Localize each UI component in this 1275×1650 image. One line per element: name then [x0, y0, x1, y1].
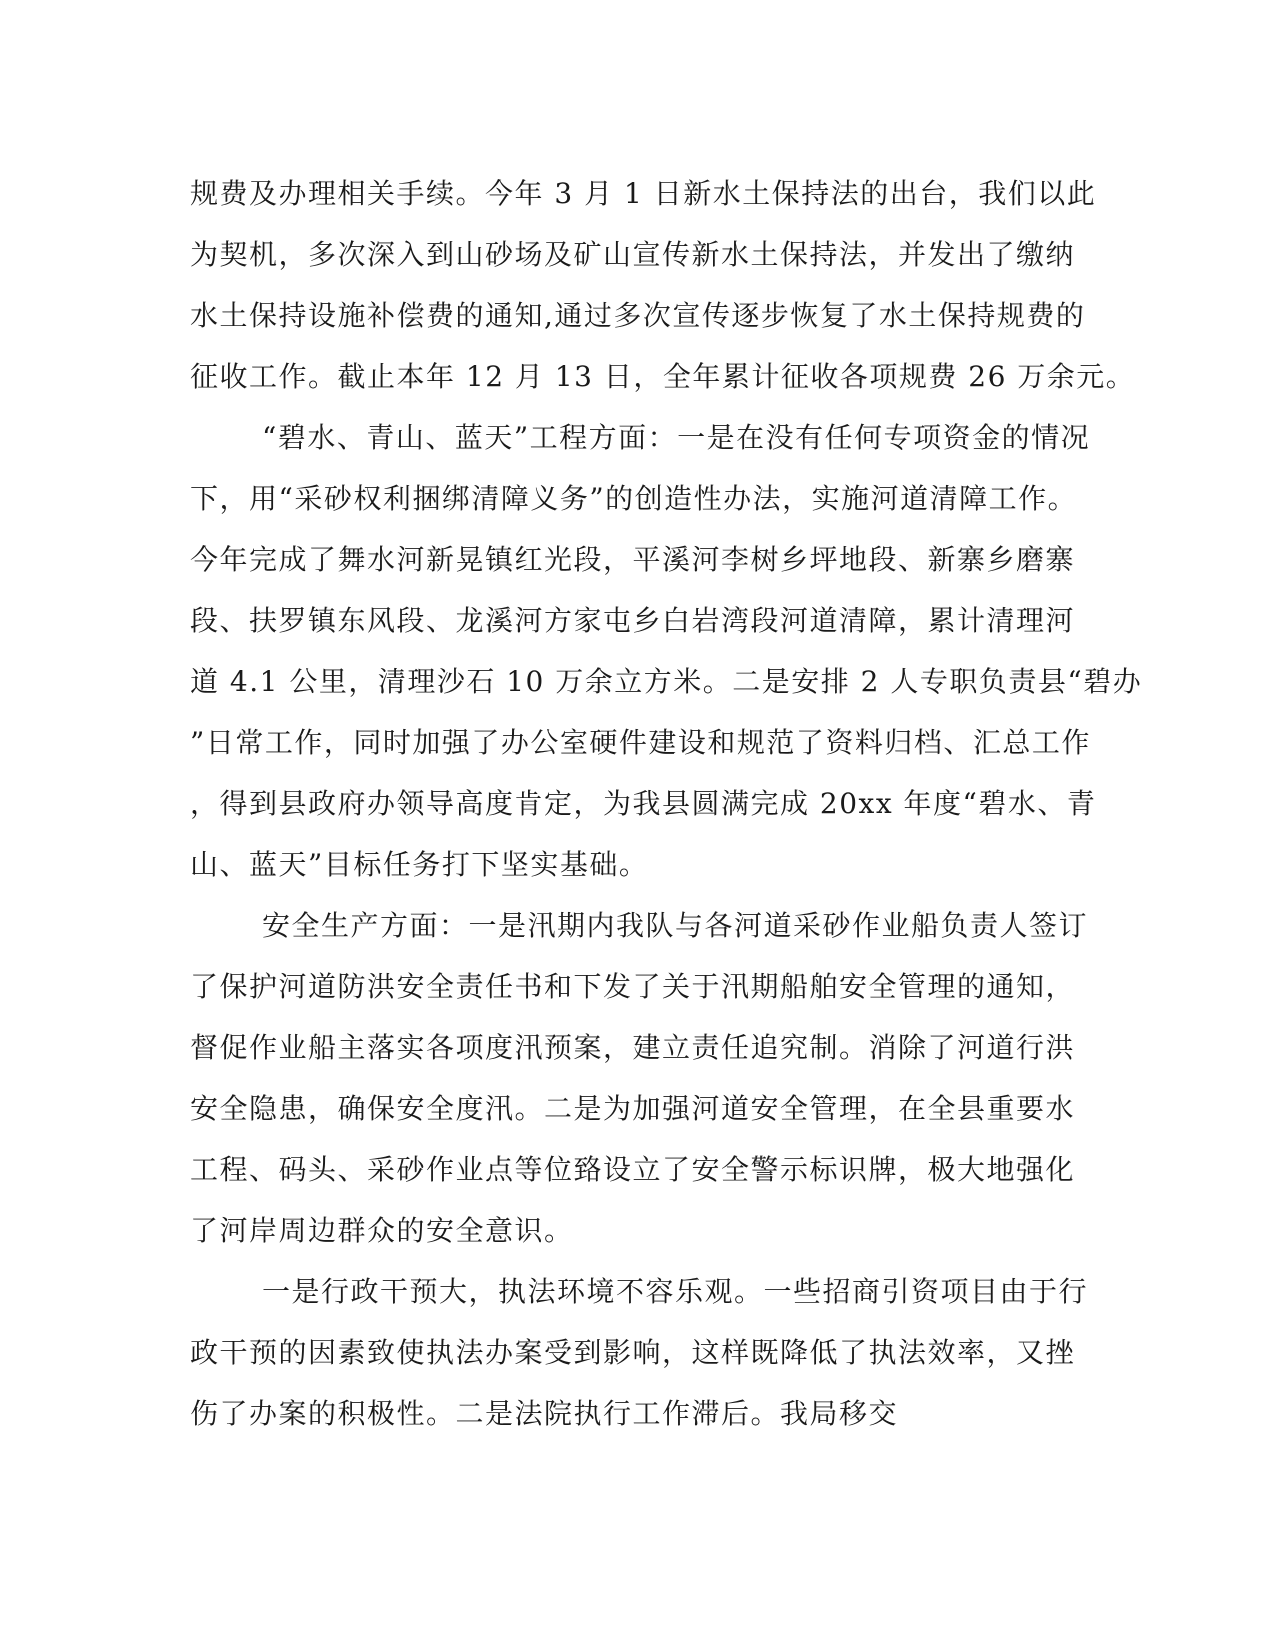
text-line: 道 4.1 公里，清理沙石 10 万余立方米。二是安排 2 人专职负责县“碧办	[190, 665, 1143, 698]
text-line: ，得到县政府办领导高度肯定，为我县圆满完成 20xx 年度“碧水、青	[190, 787, 1097, 820]
paragraph-first-line: “碧水、青山、蓝天”工程方面：一是在没有任何专项资金的情况	[262, 421, 1091, 454]
text-line: 了保护河道防洪安全责任书和下发了关于汛期船舶安全管理的通知，	[190, 970, 1076, 1003]
text-line: 政干预的因素致使执法办案受到影响，这样既降低了执法效率，又挫	[190, 1336, 1076, 1369]
body-text	[190, 163, 1143, 1444]
text-line: 征收工作。截止本年 12 月 13 日，全年累计征收各项规费 26 万余元。	[190, 360, 1136, 393]
text-line: 督促作业船主落实各项度汛预案，建立责任追究制。消除了河道行洪	[190, 1031, 1076, 1064]
text-line: 规费及办理相关手续。今年 3 月 1 日新水土保持法的出台，我们以此	[190, 177, 1097, 210]
text-line: 了河岸周边群众的安全意识。	[190, 1214, 574, 1247]
paragraph-first-line: 安全生产方面：一是汛期内我队与各河道采砂作业船负责人签订	[262, 909, 1089, 942]
text-line: 为契机，多次深入到山砂场及矿山宣传新水土保持法，并发出了缴纳	[190, 238, 1076, 271]
paragraph-first-line: 一是行政干预大，执法环境不容乐观。一些招商引资项目由于行	[262, 1275, 1089, 1308]
text-line: 工程、码头、采砂作业点等位臵设立了安全警示标识牌，极大地强化	[190, 1153, 1076, 1186]
text-line: 伤了办案的积极性。二是法院执行工作滞后。我局移交	[190, 1397, 899, 1430]
text-line: ”日常工作，同时加强了办公室硬件建设和规范了资料归档、汇总工作	[190, 726, 1091, 759]
text-line: 山、蓝天”目标任务打下坚实基础。	[190, 848, 649, 881]
text-line: 今年完成了舞水河新晃镇红光段，平溪河李树乡坪地段、新寨乡磨寨	[190, 543, 1076, 576]
text-line: 安全隐患，确保安全度汛。二是为加强河道安全管理，在全县重要水	[190, 1092, 1076, 1125]
text-line: 水土保持设施补偿费的通知,通过多次宣传逐步恢复了水土保持规费的	[190, 299, 1086, 332]
text-line: 段、扶罗镇东风段、龙溪河方家屯乡白岩湾段河道清障，累计清理河	[190, 604, 1076, 637]
text-line: 下，用“采砂权利捆绑清障义务”的创造性办法，实施河道清障工作。	[190, 482, 1078, 515]
